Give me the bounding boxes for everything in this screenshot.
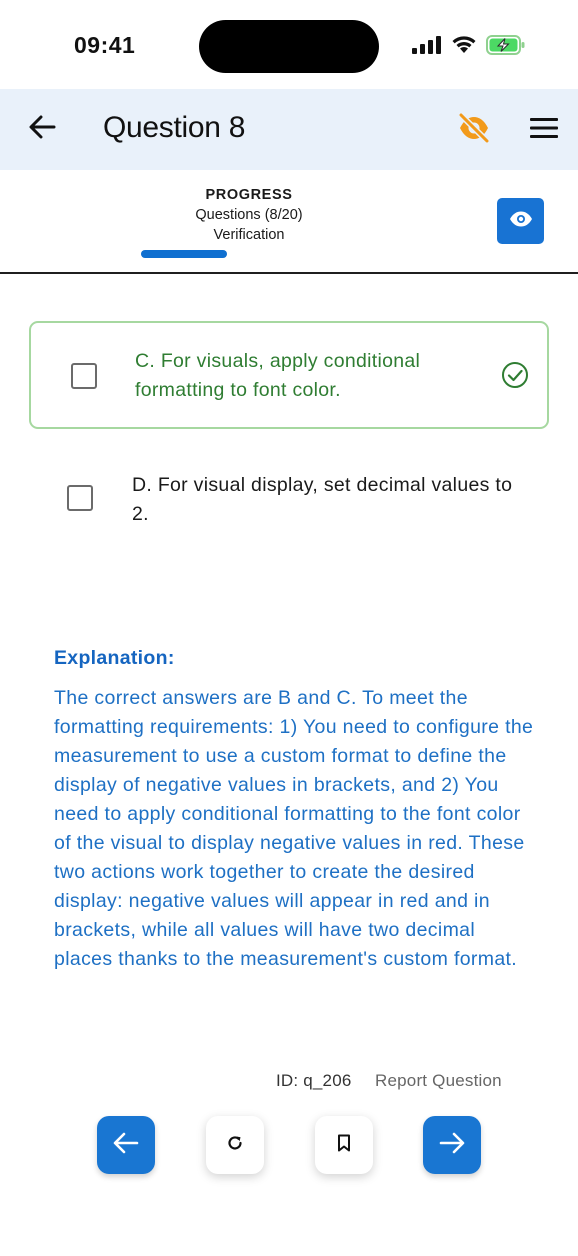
bookmark-button[interactable] (315, 1116, 373, 1174)
back-button[interactable] (24, 111, 60, 147)
dynamic-island (199, 20, 379, 73)
explanation-body: The correct answers are B and C. To meet the formatting requirements: 1) You need to configure the measurement to use a custom format to define the display of negative values in brackets, and 2) You need to apply conditional formatting to the font color of the visual to display negative values in red. These two actions work together to create the desired display: negative values will appear in red and in brackets, while all values will have two decimal places thanks to the measurement's custom format. (54, 687, 534, 970)
page-title: Question 8 (103, 111, 246, 144)
option-checkbox[interactable] (67, 485, 93, 511)
progress-status: Verification (213, 227, 285, 243)
report-question-link[interactable]: Report Question (375, 1071, 502, 1090)
progress-bar (141, 250, 227, 258)
eye-off-icon (457, 113, 491, 148)
reset-question-button[interactable] (206, 1116, 264, 1174)
eye-icon (509, 211, 533, 232)
hamburger-menu-icon (530, 117, 558, 144)
progress-section (0, 170, 578, 274)
option-label: C. For visuals, apply conditional formatting to font color. (135, 350, 421, 401)
hide-answers-button[interactable] (454, 111, 494, 149)
question-id: ID: q_206 (276, 1071, 352, 1090)
check-circle-icon (501, 361, 529, 389)
option-checkbox[interactable] (71, 363, 97, 389)
next-question-button[interactable] (423, 1116, 481, 1174)
arrow-right-icon (439, 1132, 465, 1159)
wifi-icon (451, 35, 477, 59)
battery-charging-icon (486, 35, 526, 60)
progress-questions-count: Questions (8/20) (195, 207, 303, 223)
menu-button[interactable] (525, 111, 563, 149)
show-answer-toggle-button[interactable] (497, 198, 544, 244)
progress-heading: PROGRESS (205, 187, 293, 203)
status-icons (412, 34, 526, 60)
arrow-left-icon (113, 1132, 139, 1159)
status-time: 09:41 (74, 32, 136, 58)
refresh-icon (226, 1134, 244, 1157)
answer-option-d[interactable] (29, 460, 549, 540)
arrow-left-icon (28, 114, 56, 145)
signal-icon (412, 36, 442, 59)
option-label: D. For visual display, set decimal values to 2. (132, 474, 513, 525)
previous-question-button[interactable] (97, 1116, 155, 1174)
app-bar (0, 89, 578, 170)
bookmark-icon (337, 1134, 351, 1157)
explanation-title: Explanation: (54, 647, 175, 669)
answer-option-c[interactable] (29, 321, 549, 429)
status-bar (0, 0, 578, 90)
